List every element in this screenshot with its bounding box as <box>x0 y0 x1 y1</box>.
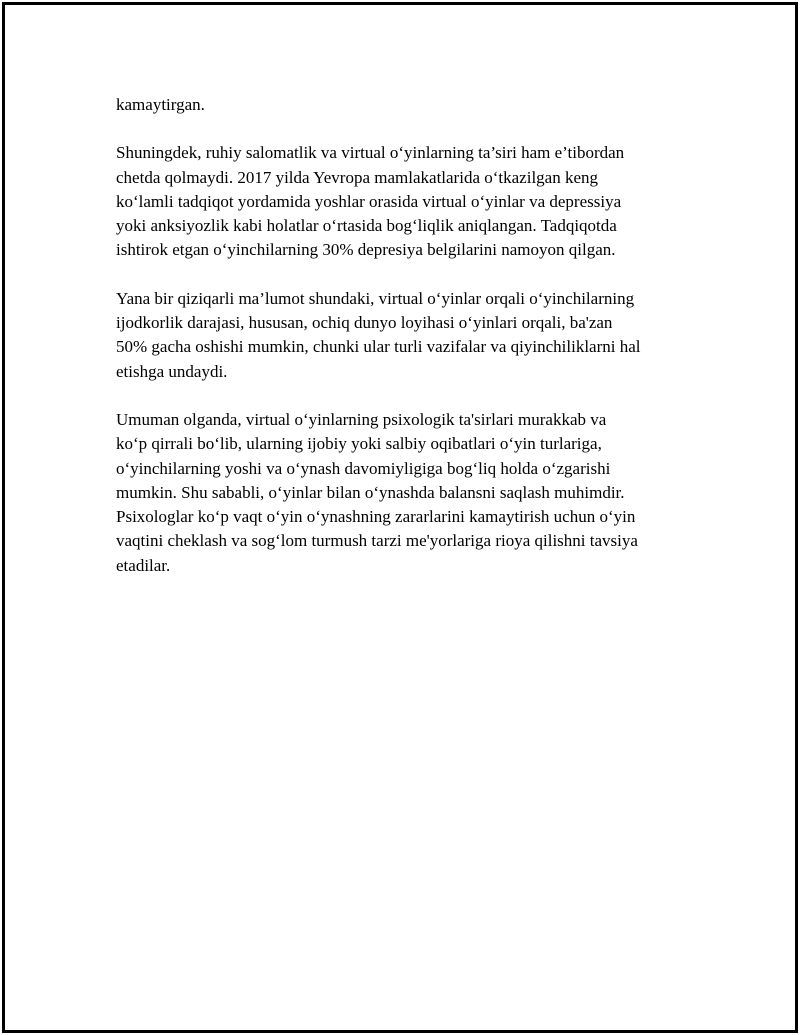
text-line: chetda qolmaydi. 2017 yilda Yevropa mamlakatlarida o‘tkazilgan keng <box>116 167 599 187</box>
paragraph-creativity <box>116 287 696 384</box>
text-line: etishga undaydi. <box>116 361 228 381</box>
text-line: ko‘p qirrali bo‘lib, ularning ijobiy yoki salbiy oqibatlari o‘yin turlariga, <box>116 434 602 454</box>
text-line: kamaytirgan. <box>116 95 205 114</box>
text-line: etadilar. <box>116 555 171 575</box>
text-line: yoki anksiyozlik kabi holatlar o‘rtasida bog‘liqlik aniqlangan. Tadqiqotda <box>116 216 617 236</box>
text-line: Shuningdek, ruhiy salomatlik va virtual o‘yinlarning ta’siri ham e’tibordan <box>116 143 625 163</box>
text-line: ijodkorlik darajasi, hususan, ochiq dunyo loyihasi o‘yinlari orqali, ba'zan <box>116 313 613 333</box>
paragraph-continuation <box>116 93 696 117</box>
paragraph-mental-health <box>116 141 696 262</box>
text-line: Umuman olganda, virtual o‘yinlarning psixologik ta'sirlari murakkab va <box>116 409 607 429</box>
text-line: Yana bir qiziqarli ma’lumot shundaki, virtual o‘yinlar orqali o‘yinchilarning <box>116 288 635 308</box>
text-line: ko‘lamli tadqiqot yordamida yoshlar orasida virtual o‘yinlar va depressiya <box>116 191 622 211</box>
text-line: ishtirok etgan o‘yinchilarning 30% depresiya belgilarini namoyon qilgan. <box>116 240 616 260</box>
text-line: 50% gacha oshishi mumkin, chunki ular turli vazifalar va qiyinchiliklarni hal <box>116 337 641 357</box>
text-line: Psixologlar ko‘p vaqt o‘yin o‘ynashning zararlarini kamaytirish uchun o‘yin <box>116 507 636 527</box>
paragraph-conclusion <box>116 408 696 578</box>
document-body <box>116 93 696 602</box>
text-line: o‘yinchilarning yoshi va o‘ynash davomiyligiga bog‘liq holda o‘zgarishi <box>116 458 611 478</box>
text-line: vaqtini cheklash va sog‘lom turmush tarzi me'yorlariga rioya qilishni tavsiya <box>116 531 638 551</box>
text-line: mumkin. Shu sababli, o‘yinlar bilan o‘ynashda balansni saqlash muhimdir. <box>116 482 625 502</box>
